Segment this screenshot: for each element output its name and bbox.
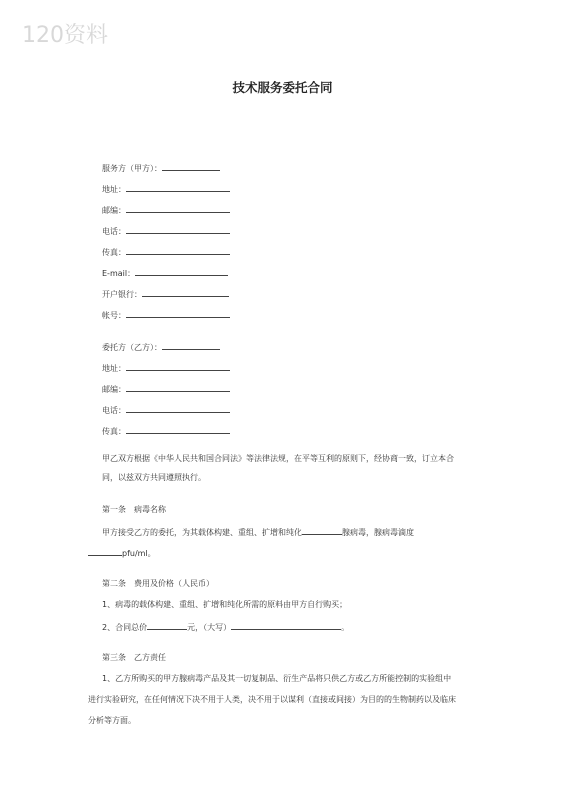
blank-line <box>126 204 230 213</box>
article-text-part: 2、合同总价 <box>102 623 148 632</box>
party-b-field <box>102 362 230 374</box>
party-a-field <box>102 183 230 195</box>
blank-line <box>126 362 230 371</box>
field-label: 帐号： <box>102 311 126 320</box>
article-text <box>102 526 414 538</box>
article-text <box>88 547 156 559</box>
party-b-label: 委托方（乙方）： <box>102 343 162 352</box>
party-b-header <box>102 341 220 353</box>
blank-line <box>126 309 230 318</box>
blank-line <box>162 341 220 350</box>
field-label: 地址： <box>102 185 126 194</box>
field-label: 邮编： <box>102 385 126 394</box>
party-a-field <box>102 288 229 300</box>
article-heading: 第三条 乙方责任 <box>102 653 166 662</box>
field-label: 传真： <box>102 427 126 436</box>
party-a-header <box>102 162 220 174</box>
field-label: 电话： <box>102 227 126 236</box>
blank-line <box>88 547 122 556</box>
field-label: E-mail： <box>102 269 136 278</box>
article-text-part: 腺病毒，腺病毒滴度 <box>342 528 414 537</box>
party-a-field <box>102 267 228 279</box>
blank-line <box>126 425 230 434</box>
blank-line <box>231 621 341 630</box>
field-label: 邮编： <box>102 206 126 215</box>
article-text: 分析等方面。 <box>88 716 136 725</box>
blank-line <box>135 267 228 276</box>
article-heading: 第一条 病毒名称 <box>102 505 166 514</box>
article-text-part: 元，（大写） <box>187 623 232 632</box>
party-b-field <box>102 425 230 437</box>
blank-line <box>126 383 230 392</box>
intro-line: 甲乙双方根据《中华人民共和国合同法》等法律法规，在平等互利的原则下，经协商一致，订立本合 <box>102 454 454 463</box>
blank-line <box>126 183 230 192</box>
party-b-field <box>102 404 230 416</box>
party-a-field <box>102 204 230 216</box>
blank-line <box>126 246 230 255</box>
article-text: 1、乙方所购买的甲方腺病毒产品及其一切复制品、衍生产品将只供乙方或乙方所能控制的实验组中 <box>102 674 452 683</box>
party-a-field <box>102 309 230 321</box>
article-item: 1、病毒的载体构建、重组、扩增和纯化所需的原料由甲方自行购买； <box>102 600 348 609</box>
watermark: 120资料 <box>22 23 108 48</box>
blank-line <box>302 526 342 535</box>
article-item <box>102 621 349 633</box>
article-text-part: pfu/ml。 <box>122 549 156 558</box>
field-label: 地址： <box>102 364 126 373</box>
party-b-field <box>102 383 230 395</box>
field-label: 电话： <box>102 406 126 415</box>
blank-line <box>126 404 230 413</box>
article-text-part: 。 <box>341 623 350 632</box>
article-heading: 第二条 费用及价格（人民币） <box>102 579 214 588</box>
intro-line: 同，以兹双方共同遵照执行。 <box>102 473 206 482</box>
party-a-field <box>102 246 230 258</box>
article-text-part: 甲方接受乙方的委托，为其载体构建、重组、扩增和纯化 <box>102 528 302 537</box>
blank-line <box>126 225 230 234</box>
party-a-field <box>102 225 230 237</box>
field-label: 开户银行： <box>102 290 142 299</box>
blank-line <box>147 621 187 630</box>
document-title: 技术服务委托合同 <box>232 80 333 95</box>
blank-line <box>162 162 220 171</box>
blank-line <box>142 288 229 297</box>
field-label: 传真： <box>102 248 126 257</box>
article-text: 进行实验研究，在任何情况下决不用于人类，决不用于以谋利（直接或间接）为目的的生物制药以及临床 <box>88 695 456 704</box>
party-a-label: 服务方（甲方）： <box>102 164 162 173</box>
